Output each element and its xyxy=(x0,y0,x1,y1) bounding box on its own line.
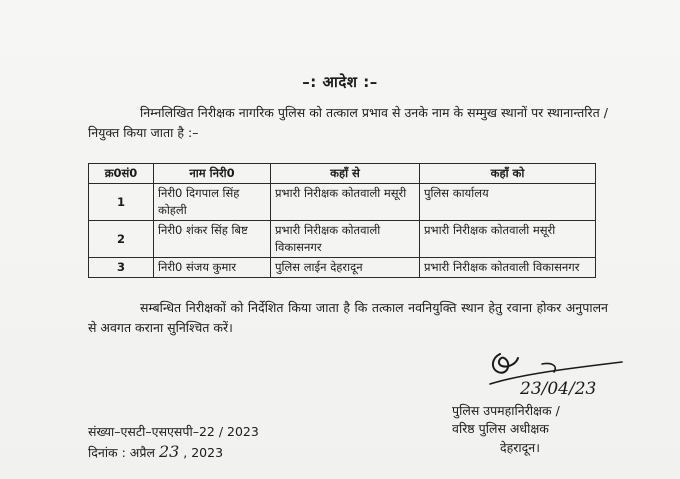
table-header-row xyxy=(89,164,596,184)
officer-title-line1: पुलिस उपमहानिरीक्षक / xyxy=(452,403,560,418)
row-sno: 2 xyxy=(89,221,154,258)
header-name: नाम निरी0 xyxy=(154,164,271,184)
date-day: 23 xyxy=(158,442,180,461)
row-from: पुलिस लाईन देहरादून xyxy=(271,258,420,278)
table-row xyxy=(89,184,596,221)
header-from: कहाँ से xyxy=(271,164,420,184)
row-to: प्रभारी निरीक्षक कोतवाली विकासनगर xyxy=(420,258,596,278)
order-heading: –: आदेश :– xyxy=(302,73,378,91)
row-from: प्रभारी निरीक्षक कोतवाली मसूरी xyxy=(271,184,420,221)
date-year: , 2023 xyxy=(183,445,224,460)
table-row xyxy=(89,258,596,278)
date-prefix: दिनांक : अप्रैल xyxy=(88,445,155,460)
row-to: प्रभारी निरीक्षक कोतवाली मसूरी xyxy=(420,221,596,258)
row-sno: 3 xyxy=(89,258,154,278)
row-name: निरी0 दिगपाल सिंह कोहली xyxy=(154,184,271,221)
officer-title-line2: वरिष्ठ पुलिस अधीक्षक xyxy=(452,421,549,436)
signature-date: 23/04/23 xyxy=(520,379,597,399)
table-row xyxy=(89,221,596,258)
header-to: कहाँ को xyxy=(420,164,596,184)
order-date xyxy=(88,442,223,461)
officer-title-line3: देहरादून। xyxy=(500,440,540,455)
handwritten-signature xyxy=(482,344,632,408)
intro-paragraph xyxy=(88,103,608,143)
row-name: निरी0 शंकर सिंह बिष्ट xyxy=(154,221,271,258)
header-sno: क्र0सं0 xyxy=(89,164,154,184)
row-from: प्रभारी निरीक्षक कोतवाली विकासनगर xyxy=(271,221,420,258)
row-name: निरी0 संजय कुमार xyxy=(154,258,271,278)
closing-paragraph xyxy=(88,298,608,338)
reference-number: संख्या–एसटी–एसएसपी–22 / 2023 xyxy=(88,424,259,439)
intro-text: निम्नलिखित निरीक्षक नागरिक पुलिस को तत्काल प्रभाव से उनके नाम के सम्मुख स्थानों पर स्थानान्तरित / नियुक्त किया जाता है :– xyxy=(88,105,608,140)
row-to: पुलिस कार्यालय xyxy=(420,184,596,221)
closing-text: सम्बन्धित निरीक्षकों को निर्देशित किया जाता है कि तत्काल नवनियुक्ति स्थान हेतु रवाना होकर अनुपालन से अवगत कराना सुनिश्चित करें। xyxy=(88,300,608,335)
row-sno: 1 xyxy=(89,184,154,221)
transfer-table xyxy=(88,163,596,278)
